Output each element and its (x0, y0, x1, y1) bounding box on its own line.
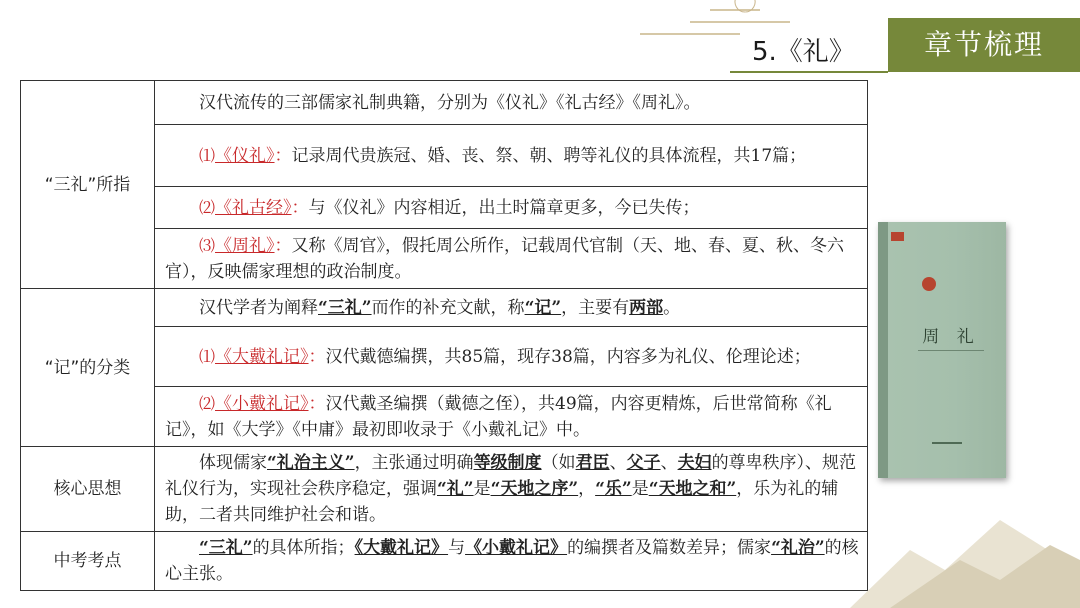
item-text: 又称《周官》，假托周公所作，记载周代官制（天、地、春、夏、秋、冬六官），反映儒家理想的政治制度。 (165, 235, 845, 282)
keyword: “三礼” (318, 297, 372, 318)
book-name: 《大戴礼记》 (215, 346, 309, 367)
sanli-intro: 汉代流传的三部儒家礼制典籍，分别为《仪礼》《礼古经》《周礼》。 (199, 92, 701, 113)
text: 体现儒家 (199, 453, 267, 473)
keyword: “礼” (437, 479, 474, 499)
item-text: 与《仪礼》内容相近，出土时篇章更多，今已失传； (308, 197, 700, 218)
category-exam: 中考考点 (21, 532, 155, 591)
text: 的编撰者及篇数差异；儒家 (567, 538, 772, 558)
keyword: 两部 (629, 297, 664, 318)
keyword: 父子 (626, 453, 661, 473)
item-text: 汉代戴德编撰，共85篇，现存38篇，内容多为礼仪、伦理论述； (325, 346, 811, 367)
text: 的具体所指； (252, 538, 355, 558)
keyword: “天地之序” (490, 479, 579, 499)
text: 是 (631, 479, 649, 499)
text: 与 (448, 538, 466, 558)
slide-title: 5.《礼》 (752, 37, 855, 67)
book-name: 《礼古经》 (215, 197, 292, 218)
keyword: 君臣 (575, 453, 610, 473)
text: ， (578, 479, 596, 499)
book-name: 《周礼》 (215, 235, 275, 256)
sanli-item1-cell (155, 125, 868, 187)
keyword: 《小戴礼记》 (465, 538, 568, 558)
text: 的尊卑秩序）、规范礼仪行为，实现社会秩序稳定，强调 (165, 453, 857, 499)
content-table (20, 80, 868, 591)
keyword: 等级制度 (473, 453, 542, 473)
keyword: “礼治主义” (267, 453, 355, 473)
keyword: 《大戴礼记》 (354, 538, 449, 558)
series-logo-icon (922, 277, 936, 291)
item-text: 记录周代贵族冠、婚、丧、祭、朝、聘等礼仪的具体流程，共17篇； (291, 145, 807, 166)
keyword: “礼治” (771, 538, 825, 558)
book-title: 周 礼 (922, 327, 980, 347)
ji-item2-cell (155, 387, 868, 447)
text: 汉代学者为阐释 (199, 297, 318, 318)
text: 是 (473, 479, 491, 499)
table-row (21, 532, 868, 591)
text: ，乐为礼的辅助，二者共同维护社会和谐。 (165, 479, 839, 525)
sanli-intro-cell (155, 81, 868, 125)
section-label: 章节梳理 (888, 18, 1080, 72)
category-ji: “记”的分类 (21, 289, 155, 447)
book-spine (878, 222, 888, 478)
colon: ： (274, 235, 292, 256)
item-number: ⑵ (199, 393, 216, 413)
publisher-mark (932, 442, 962, 444)
ji-item1-cell (155, 327, 868, 387)
colon: ： (291, 197, 309, 218)
text: 、 (660, 453, 678, 473)
text: 。 (663, 297, 681, 318)
item-number: ⑶ (199, 235, 216, 255)
text: 、 (609, 453, 627, 473)
keyword: “乐” (595, 479, 632, 499)
table-row (21, 447, 868, 532)
sanli-item2-cell (155, 187, 868, 229)
core-cell (155, 447, 868, 532)
text: ，主要有 (561, 297, 630, 318)
keyword: 夫妇 (677, 453, 712, 473)
exam-cell (155, 532, 868, 591)
book-name: 《仪礼》 (215, 145, 275, 166)
table-row (21, 289, 868, 327)
divider (918, 350, 984, 351)
text: 的核心主张。 (165, 538, 859, 584)
item-number: ⑴ (199, 145, 216, 165)
table-row (21, 81, 868, 125)
item-number: ⑵ (199, 197, 216, 217)
item-text: 汉代戴圣编撰（戴德之侄），共49篇，内容更精炼，后世常简称《礼记》，如《大学》《中庸》最初即收录于《小戴礼记》中。 (165, 393, 832, 440)
keyword: “天地之和” (648, 479, 737, 499)
colon: ： (274, 145, 292, 166)
item-number: ⑴ (199, 346, 216, 366)
text: （如 (541, 453, 576, 473)
text: 而作的补充文献，称 (371, 297, 525, 318)
text: ，主张通过明确 (354, 453, 474, 473)
colon: ： (308, 346, 326, 367)
sanli-item3-cell (155, 229, 868, 289)
category-sanli: “三礼”所指 (21, 81, 155, 289)
category-core: 核心思想 (21, 447, 155, 532)
book-name: 《小戴礼记》 (215, 393, 309, 414)
keyword: “三礼” (199, 538, 253, 558)
keyword: “记” (524, 297, 562, 318)
colon: ： (308, 393, 326, 414)
ji-intro-cell (155, 289, 868, 327)
book-cover-image (878, 222, 1006, 478)
publisher-badge (891, 232, 904, 241)
